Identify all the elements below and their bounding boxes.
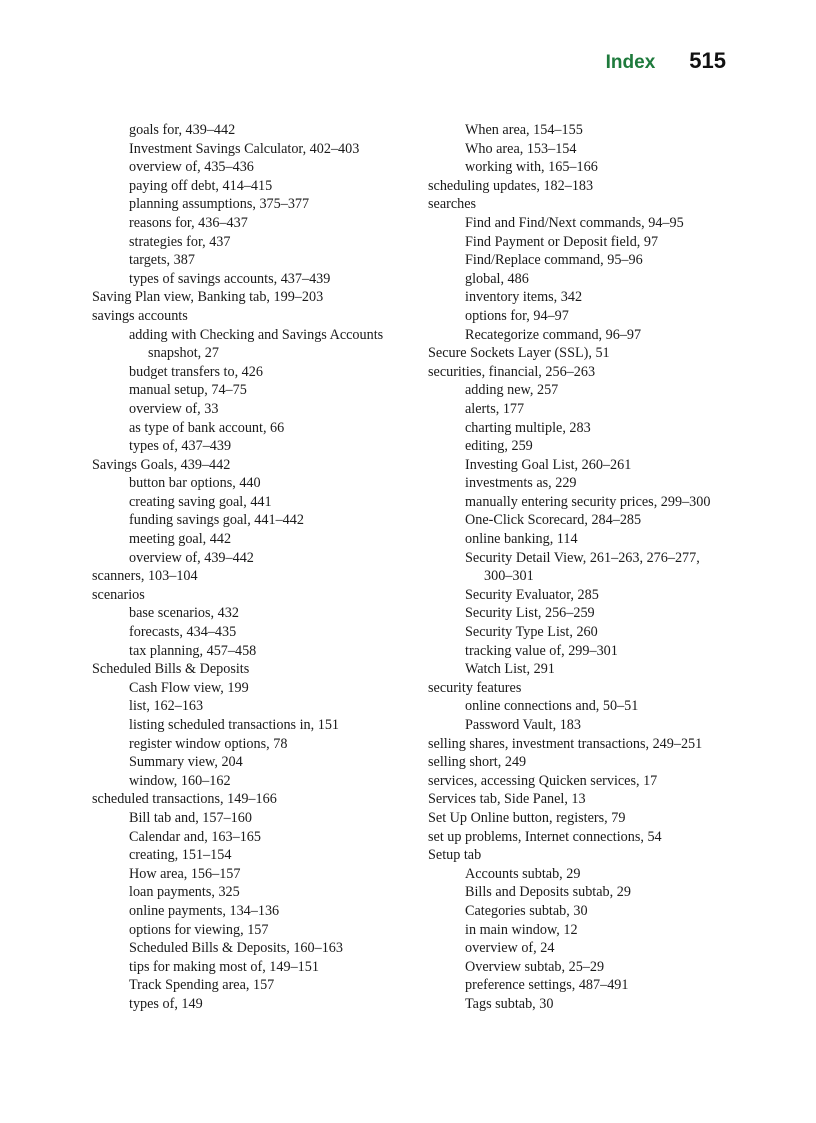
entry-text: Track Spending area, 157	[129, 977, 275, 994]
entry-text: Saving Plan view, Banking tab, 199–203	[92, 289, 324, 306]
index-entry	[428, 753, 728, 772]
index-subentry	[92, 549, 412, 568]
entry-text: Investment Savings Calculator, 402–403	[129, 140, 360, 157]
index-subentry	[92, 121, 412, 140]
index-entry	[92, 586, 412, 605]
entry-text: securities, financial, 256–263	[428, 363, 596, 380]
entry-continuation: 300–301	[484, 568, 534, 585]
entry-text: Watch List, 291	[465, 661, 555, 678]
index-subentry	[92, 902, 412, 921]
entry-text: listing scheduled transactions in, 151	[129, 717, 340, 733]
entry-text: types of, 149	[129, 995, 203, 1012]
entry-text: Find Payment or Deposit field, 97	[465, 233, 659, 250]
index-subentry	[428, 233, 728, 252]
index-subentry	[92, 158, 412, 177]
index-subentry	[92, 400, 412, 419]
entry-text: selling short, 249	[428, 754, 527, 771]
index-subentry	[92, 381, 412, 400]
entry-text: Cash Flow view, 199	[129, 679, 249, 696]
entry-text: scheduling updates, 182–183	[428, 177, 594, 194]
entry-text: forecasts, 434–435	[129, 624, 237, 641]
index-subentry	[92, 363, 412, 382]
index-subentry	[92, 828, 412, 847]
index-subentry	[428, 586, 728, 605]
entry-text: set up problems, Internet connections, 54	[428, 828, 662, 845]
entry-text: Investing Goal List, 260–261	[465, 456, 632, 473]
index-subentry	[92, 697, 412, 716]
entry-text: services, accessing Quicken services, 17	[428, 772, 658, 789]
index-subentry	[428, 976, 728, 995]
entry-text: list, 162–163	[129, 698, 204, 715]
index-subentry	[428, 251, 728, 270]
entry-text: manual setup, 74–75	[129, 382, 247, 399]
index-subentry	[92, 419, 412, 438]
entry-text: Password Vault, 183	[465, 717, 581, 733]
index-subentry	[92, 177, 412, 196]
entry-text: creating saving goal, 441	[129, 493, 272, 510]
entry-text: alerts, 177	[465, 400, 525, 417]
index-subentry	[92, 735, 412, 754]
entry-text: overview of, 439–442	[129, 549, 254, 566]
entry-text: Who area, 153–154	[465, 140, 577, 157]
index-subentry	[92, 326, 412, 363]
index-subentry	[428, 419, 728, 438]
entry-text: types of savings accounts, 437–439	[129, 270, 331, 287]
index-subentry	[92, 195, 412, 214]
entry-text: types of, 437–439	[129, 438, 232, 455]
entry-text: Scheduled Bills & Deposits	[92, 661, 250, 678]
entry-text: base scenarios, 432	[129, 605, 239, 622]
index-column-left	[92, 121, 412, 1014]
index-subentry	[92, 233, 412, 252]
index-entry	[92, 660, 412, 679]
index-subentry	[428, 270, 728, 289]
index-subentry	[428, 623, 728, 642]
entry-text: adding new, 257	[465, 382, 559, 399]
index-subentry	[428, 865, 728, 884]
entry-text: loan payments, 325	[129, 884, 240, 901]
index-subentry	[428, 474, 728, 493]
entry-text: window, 160–162	[129, 772, 231, 789]
entry-text: scheduled transactions, 149–166	[92, 791, 277, 808]
entry-text: global, 486	[465, 270, 529, 287]
entry-text: overview of, 33	[129, 400, 219, 417]
index-subentry	[428, 511, 728, 530]
index-subentry	[428, 437, 728, 456]
index-entry	[428, 195, 728, 214]
entry-text: Security Evaluator, 285	[465, 586, 599, 603]
index-subentry	[92, 976, 412, 995]
entry-text: searches	[428, 196, 477, 213]
index-subentry	[92, 958, 412, 977]
index-subentry	[92, 214, 412, 233]
index-subentry	[428, 902, 728, 921]
index-subentry	[428, 660, 728, 679]
entry-text: adding with Checking and Savings Accounts	[129, 326, 384, 343]
entry-text: manually entering security prices, 299–300	[465, 493, 711, 510]
entry-text: Recategorize command, 96–97	[465, 326, 642, 343]
index-subentry	[92, 865, 412, 884]
index-subentry	[428, 921, 728, 940]
entry-text: working with, 165–166	[465, 159, 598, 176]
index-subentry	[428, 883, 728, 902]
entry-text: Security List, 256–259	[465, 605, 595, 622]
index-subentry	[428, 214, 728, 233]
entry-text: creating, 151–154	[129, 847, 232, 864]
entry-text: Setup tab	[428, 847, 482, 864]
entry-text: targets, 387	[129, 252, 195, 269]
index-subentry	[92, 716, 412, 735]
index-subentry	[428, 307, 728, 326]
entry-text: meeting goal, 442	[129, 531, 232, 548]
entry-text: overview of, 24	[465, 940, 555, 957]
index-subentry	[92, 530, 412, 549]
entry-text: Set Up Online button, registers, 79	[428, 809, 626, 826]
entry-text: options for, 94–97	[465, 307, 569, 324]
index-subentry	[92, 939, 412, 958]
index-subentry	[92, 474, 412, 493]
index-entry	[428, 344, 728, 363]
entry-text: overview of, 435–436	[129, 159, 254, 176]
index-subentry	[92, 679, 412, 698]
index-entry	[428, 363, 728, 382]
index-subentry	[92, 511, 412, 530]
index-subentry	[92, 437, 412, 456]
entry-text: strategies for, 437	[129, 233, 231, 250]
index-subentry	[428, 288, 728, 307]
entry-text: Bills and Deposits subtab, 29	[465, 884, 631, 901]
index-subentry	[92, 995, 412, 1014]
index-entry	[428, 846, 728, 865]
index-subentry	[428, 121, 728, 140]
entry-text: How area, 156–157	[129, 865, 241, 882]
index-subentry	[428, 697, 728, 716]
entry-text: When area, 154–155	[465, 122, 583, 138]
index-subentry	[92, 846, 412, 865]
entry-text: planning assumptions, 375–377	[129, 196, 310, 213]
index-entry	[428, 828, 728, 847]
index-subentry	[92, 809, 412, 828]
page-number: 515	[689, 48, 726, 73]
entry-text: goals for, 439–442	[129, 122, 236, 138]
index-subentry	[428, 493, 728, 512]
entry-text: online connections and, 50–51	[465, 698, 639, 715]
index-entry	[92, 790, 412, 809]
entry-text: button bar options, 440	[129, 475, 261, 492]
index-subentry	[92, 140, 412, 159]
index-subentry	[92, 883, 412, 902]
entry-text: preference settings, 487–491	[465, 977, 629, 994]
entry-text: Find and Find/Next commands, 94–95	[465, 214, 684, 231]
index-subentry	[428, 549, 728, 586]
entry-text: security features	[428, 679, 522, 696]
entry-text: Find/Replace command, 95–96	[465, 252, 643, 269]
index-subentry	[428, 158, 728, 177]
entry-text: Services tab, Side Panel, 13	[428, 791, 586, 808]
entry-text: tracking value of, 299–301	[465, 642, 618, 659]
entry-text: tax planning, 457–458	[129, 642, 257, 659]
index-entry	[428, 790, 728, 809]
index-subentry	[428, 939, 728, 958]
index-entry	[428, 809, 728, 828]
entry-text: funding savings goal, 441–442	[129, 512, 304, 529]
entry-text: reasons for, 436–437	[129, 214, 248, 231]
index-subentry	[92, 921, 412, 940]
index-entry	[428, 735, 728, 754]
entry-text: inventory items, 342	[465, 289, 583, 306]
entry-text: register window options, 78	[129, 735, 288, 752]
index-subentry	[92, 772, 412, 791]
index-subentry	[92, 642, 412, 661]
entry-text: One-Click Scorecard, 284–285	[465, 512, 642, 529]
entry-text: Accounts subtab, 29	[465, 865, 581, 882]
index-entry	[92, 288, 412, 307]
entry-text: Security Type List, 260	[465, 624, 598, 641]
entry-continuation: snapshot, 27	[148, 345, 219, 362]
index-subentry	[428, 326, 728, 345]
entry-text: Security Detail View, 261–263, 276–277,	[465, 549, 700, 566]
entry-text: Scheduled Bills & Deposits, 160–163	[129, 940, 343, 957]
entry-text: Secure Sockets Layer (SSL), 51	[428, 345, 610, 362]
index-subentry	[428, 958, 728, 977]
entry-text: options for viewing, 157	[129, 921, 269, 938]
entry-text: savings accounts	[92, 307, 188, 324]
index-subentry	[428, 400, 728, 419]
index-subentry	[428, 530, 728, 549]
index-entry	[428, 772, 728, 791]
entry-text: Calendar and, 163–165	[129, 828, 261, 845]
section-title: Index	[605, 52, 656, 73]
entry-text: editing, 259	[465, 438, 533, 455]
entry-text: online banking, 114	[465, 531, 578, 548]
index-entry	[92, 307, 412, 326]
entry-text: selling shares, investment transactions, 249–251	[428, 735, 703, 752]
index-subentry	[92, 753, 412, 772]
index-subentry	[428, 716, 728, 735]
index-column-right	[428, 121, 728, 1014]
index-subentry	[92, 493, 412, 512]
entry-text: Overview subtab, 25–29	[465, 958, 605, 975]
entry-text: Tags subtab, 30	[465, 995, 554, 1012]
index-entry	[92, 567, 412, 586]
entry-text: tips for making most of, 149–151	[129, 958, 319, 975]
index-subentry	[428, 995, 728, 1014]
entry-text: Categories subtab, 30	[465, 902, 588, 919]
index-subentry	[428, 381, 728, 400]
index-subentry	[428, 604, 728, 623]
entry-text: budget transfers to, 426	[129, 363, 263, 380]
entry-text: scanners, 103–104	[92, 568, 198, 585]
entry-text: online payments, 134–136	[129, 902, 280, 919]
entry-text: Bill tab and, 157–160	[129, 809, 252, 826]
entry-text: in main window, 12	[465, 921, 578, 938]
entry-text: Savings Goals, 439–442	[92, 456, 231, 473]
index-entry	[92, 456, 412, 475]
index-subentry	[92, 604, 412, 623]
index-subentry	[428, 642, 728, 661]
index-entry	[428, 679, 728, 698]
entry-text: charting multiple, 283	[465, 419, 591, 436]
entry-text: investments as, 229	[465, 475, 577, 492]
index-subentry	[428, 456, 728, 475]
index-subentry	[92, 251, 412, 270]
index-subentry	[428, 140, 728, 159]
index-subentry	[92, 270, 412, 289]
entry-text: Summary view, 204	[129, 754, 243, 771]
entry-text: scenarios	[92, 586, 145, 603]
index-entry	[428, 177, 728, 196]
entry-text: as type of bank account, 66	[129, 419, 285, 436]
index-subentry	[92, 623, 412, 642]
page-header	[606, 48, 726, 78]
entry-text: paying off debt, 414–415	[129, 177, 273, 194]
